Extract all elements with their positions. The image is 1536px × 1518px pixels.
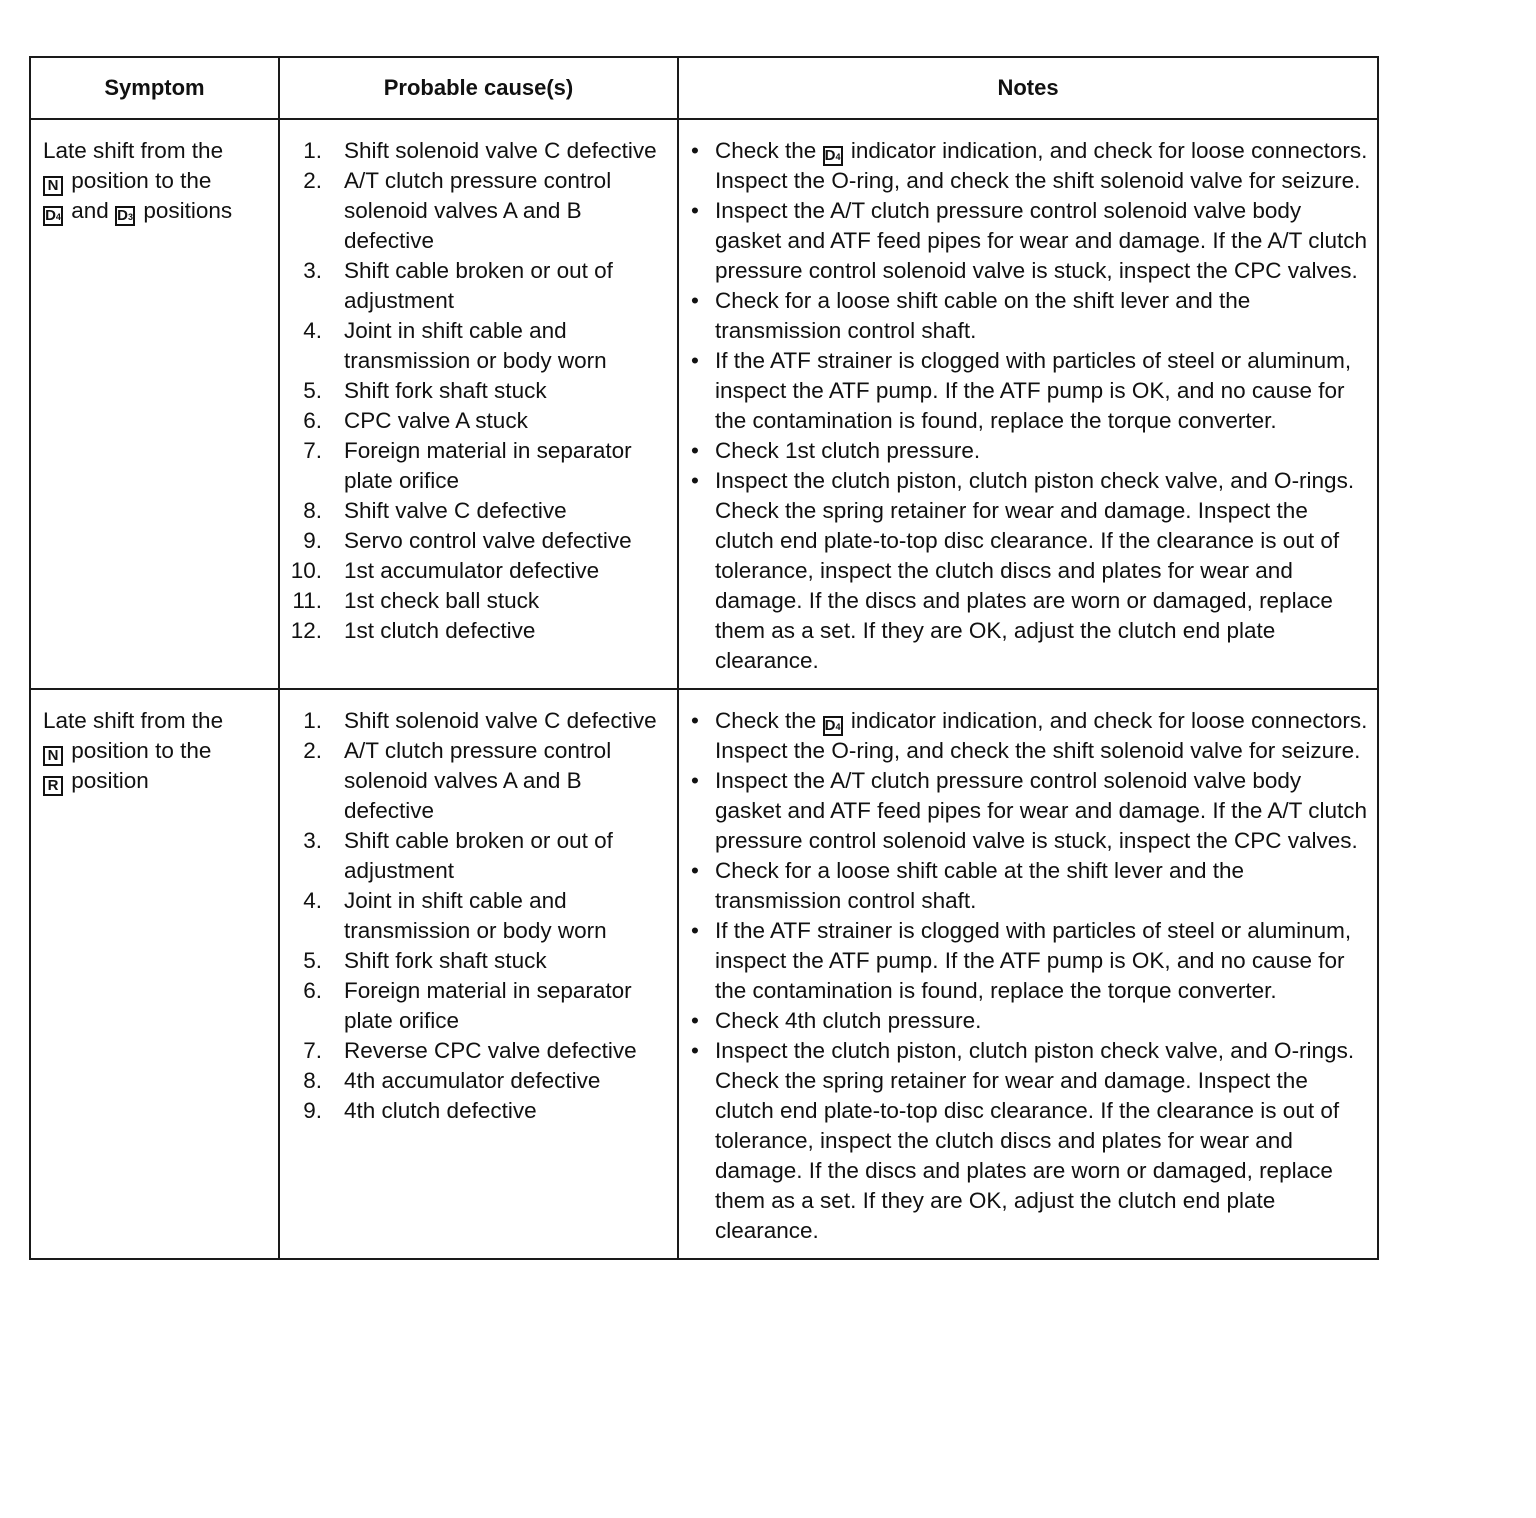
cause-text: Joint in shift cable and transmission or body worn [344, 318, 607, 373]
note-text: If the ATF strainer is clogged with particles of steel or aluminum, inspect the ATF pump. If the ATF pump is OK, and no cause for the contamination is found, replace the torque converter. [715, 348, 1352, 433]
cause-text: Joint in shift cable and transmission or body worn [344, 888, 607, 943]
cause-text: A/T clutch pressure control solenoid valves A and B defective [344, 738, 612, 823]
cause-text: Shift cable broken or out of adjustment [344, 258, 613, 313]
notes-list [691, 706, 1371, 1246]
note-item [691, 706, 1371, 766]
note-item [691, 1006, 1371, 1036]
cause-item [280, 886, 671, 946]
note-text: Check for a loose shift cable on the shift lever and the transmission control shaft. [715, 288, 1251, 343]
cause-number: 5. [303, 378, 322, 403]
bullet-icon: • [691, 138, 699, 163]
position-subscript: 3 [127, 212, 133, 222]
position-n-icon: N [43, 746, 63, 766]
cause-text: Servo control valve defective [344, 528, 632, 553]
cause-number: 11. [292, 588, 322, 613]
symptom-text: position [71, 768, 149, 793]
note-item [691, 916, 1371, 1006]
bullet-icon: • [691, 918, 699, 943]
note-item [691, 856, 1371, 916]
note-item [691, 286, 1371, 346]
position-letter: D [824, 147, 836, 164]
position-subscript: 4 [835, 152, 841, 162]
note-text-group [715, 136, 1371, 196]
note-text: Check 1st clutch pressure. [715, 438, 981, 463]
note-text: indicator indication, and check for loose connectors. Inspect the O-ring, and check the shift solenoid valve for seizure. [715, 138, 1368, 193]
cause-item [280, 316, 671, 376]
cause-number: 7. [303, 438, 322, 463]
position-d4-icon [823, 146, 843, 166]
table-header-row [30, 57, 1378, 119]
note-item [691, 766, 1371, 856]
table-row [30, 119, 1378, 689]
bullet-icon: • [691, 1038, 699, 1063]
notes-cell [678, 689, 1378, 1259]
bullet-icon: • [691, 1008, 699, 1033]
position-d3-icon [115, 206, 135, 226]
cause-item [280, 586, 671, 616]
note-item [691, 466, 1371, 676]
cause-text: A/T clutch pressure control solenoid valves A and B defective [344, 168, 612, 253]
note-item [691, 436, 1371, 466]
cause-text: Foreign material in separator plate orifice [344, 978, 632, 1033]
bullet-icon: • [691, 198, 699, 223]
position-subscript: 4 [835, 722, 841, 732]
position-letter: D [824, 717, 836, 734]
cause-text: Foreign material in separator plate orifice [344, 438, 632, 493]
note-text: Check the [715, 138, 817, 163]
cause-number: 8. [303, 498, 322, 523]
symptom-cell [30, 689, 279, 1259]
cause-number: 12. [290, 618, 322, 643]
cause-number: 1. [303, 708, 322, 733]
cause-number: 8. [303, 1068, 322, 1093]
note-text: Check the [715, 708, 817, 733]
table-row [30, 689, 1378, 1259]
symptom-text: position to the [71, 168, 212, 193]
note-text: Inspect the clutch piston, clutch piston check valve, and O-rings. Check the spring retainer for wear and damage. Inspect the clutch end plate-to-top disc clearance. If the clearance is out of tolerance, inspect the clutch discs and plates for wear and damage. If the discs and plates are worn or damaged, replace them as a set. If they are OK, adjust the clutch end plate clearance. [715, 1038, 1355, 1243]
cause-item [280, 826, 671, 886]
note-item [691, 346, 1371, 436]
cause-text: Shift solenoid valve C defective [344, 708, 657, 733]
cause-item [280, 1066, 671, 1096]
position-letter: D [117, 207, 128, 224]
note-text: If the ATF strainer is clogged with particles of steel or aluminum, inspect the ATF pump. If the ATF pump is OK, and no cause for the contamination is found, replace the torque converter. [715, 918, 1352, 1003]
cause-text: Shift solenoid valve C defective [344, 138, 657, 163]
symptom-text: Late shift from the [43, 708, 224, 733]
cause-number: 2. [303, 168, 322, 193]
symptom-text: positions [143, 198, 233, 223]
bullet-icon: • [691, 858, 699, 883]
position-subscript: 4 [55, 212, 61, 222]
cause-text: Shift valve C defective [344, 498, 567, 523]
cause-item [280, 166, 671, 256]
bullet-icon: • [691, 768, 699, 793]
note-item [691, 136, 1371, 196]
position-d4-icon [823, 716, 843, 736]
cause-item [280, 556, 671, 586]
cause-text: Shift cable broken or out of adjustment [344, 828, 613, 883]
cause-text: 1st check ball stuck [344, 588, 540, 613]
position-r-icon: R [43, 776, 63, 796]
note-text: Check for a loose shift cable at the shift lever and the transmission control shaft. [715, 858, 1245, 913]
cause-text: Shift fork shaft stuck [344, 948, 547, 973]
cause-text: Shift fork shaft stuck [344, 378, 547, 403]
causes-cell [279, 119, 678, 689]
cause-item [280, 526, 671, 556]
cause-number: 1. [303, 138, 322, 163]
cause-number: 6. [303, 408, 322, 433]
cause-item [280, 436, 671, 496]
cause-number: 9. [303, 1098, 322, 1123]
symptom-text: Late shift from the [43, 138, 224, 163]
header-symptom: Symptom [30, 57, 279, 119]
header-notes: Notes [678, 57, 1378, 119]
bullet-icon: • [691, 288, 699, 313]
note-item [691, 196, 1371, 286]
cause-text: Reverse CPC valve defective [344, 1038, 637, 1063]
note-text: Check 4th clutch pressure. [715, 1008, 982, 1033]
note-text: Inspect the A/T clutch pressure control solenoid valve body gasket and ATF feed pipes for wear and damage. If the A/T clutch pressure control solenoid valve is stuck, inspect the CPC valves. [715, 198, 1368, 283]
cause-item [280, 136, 671, 166]
note-text: Inspect the A/T clutch pressure control solenoid valve body gasket and ATF feed pipes for wear and damage. If the A/T clutch pressure control solenoid valve is stuck, inspect the CPC valves. [715, 768, 1368, 853]
causes-cell [279, 689, 678, 1259]
cause-text: CPC valve A stuck [344, 408, 528, 433]
cause-number: 4. [303, 888, 322, 913]
position-d4-icon [43, 206, 63, 226]
bullet-icon: • [691, 708, 699, 733]
troubleshooting-table [29, 56, 1379, 1260]
cause-list [280, 136, 671, 646]
bullet-icon: • [691, 438, 699, 463]
note-text: Inspect the clutch piston, clutch piston check valve, and O-rings. Check the spring retainer for wear and damage. Inspect the clutch end plate-to-top disc clearance. If the clearance is out of tolerance, inspect the clutch discs and plates for wear and damage. If the discs and plates are worn or damaged, replace them as a set. If they are OK, adjust the clutch end plate clearance. [715, 468, 1355, 673]
cause-item [280, 706, 671, 736]
cause-text: 1st accumulator defective [344, 558, 600, 583]
note-item [691, 1036, 1371, 1246]
cause-number: 6. [303, 978, 322, 1003]
cause-number: 10. [290, 558, 322, 583]
note-text-group [715, 706, 1371, 766]
cause-item [280, 496, 671, 526]
cause-number: 4. [303, 318, 322, 343]
cause-number: 3. [303, 258, 322, 283]
position-n-icon: N [43, 176, 63, 196]
symptom-cell [30, 119, 279, 689]
cause-item [280, 1096, 671, 1126]
cause-list [280, 706, 671, 1126]
notes-list [691, 136, 1371, 676]
cause-item [280, 736, 671, 826]
cause-number: 7. [303, 1038, 322, 1063]
bullet-icon: • [691, 348, 699, 373]
cause-text: 4th clutch defective [344, 1098, 537, 1123]
note-text: indicator indication, and check for loose connectors. Inspect the O-ring, and check the shift solenoid valve for seizure. [715, 708, 1368, 763]
header-probable-causes: Probable cause(s) [279, 57, 678, 119]
position-letter: D [45, 207, 56, 224]
symptom-text: position to the [71, 738, 212, 763]
cause-item [280, 976, 671, 1036]
cause-item [280, 1036, 671, 1066]
cause-number: 3. [303, 828, 322, 853]
cause-text: 4th accumulator defective [344, 1068, 601, 1093]
cause-number: 9. [303, 528, 322, 553]
cause-item [280, 946, 671, 976]
cause-number: 2. [303, 738, 322, 763]
cause-number: 5. [303, 948, 322, 973]
cause-text: 1st clutch defective [344, 618, 536, 643]
cause-item [280, 406, 671, 436]
cause-item [280, 616, 671, 646]
cause-item [280, 256, 671, 316]
cause-item [280, 376, 671, 406]
symptom-text: and [71, 198, 109, 223]
notes-cell [678, 119, 1378, 689]
bullet-icon: • [691, 468, 699, 493]
